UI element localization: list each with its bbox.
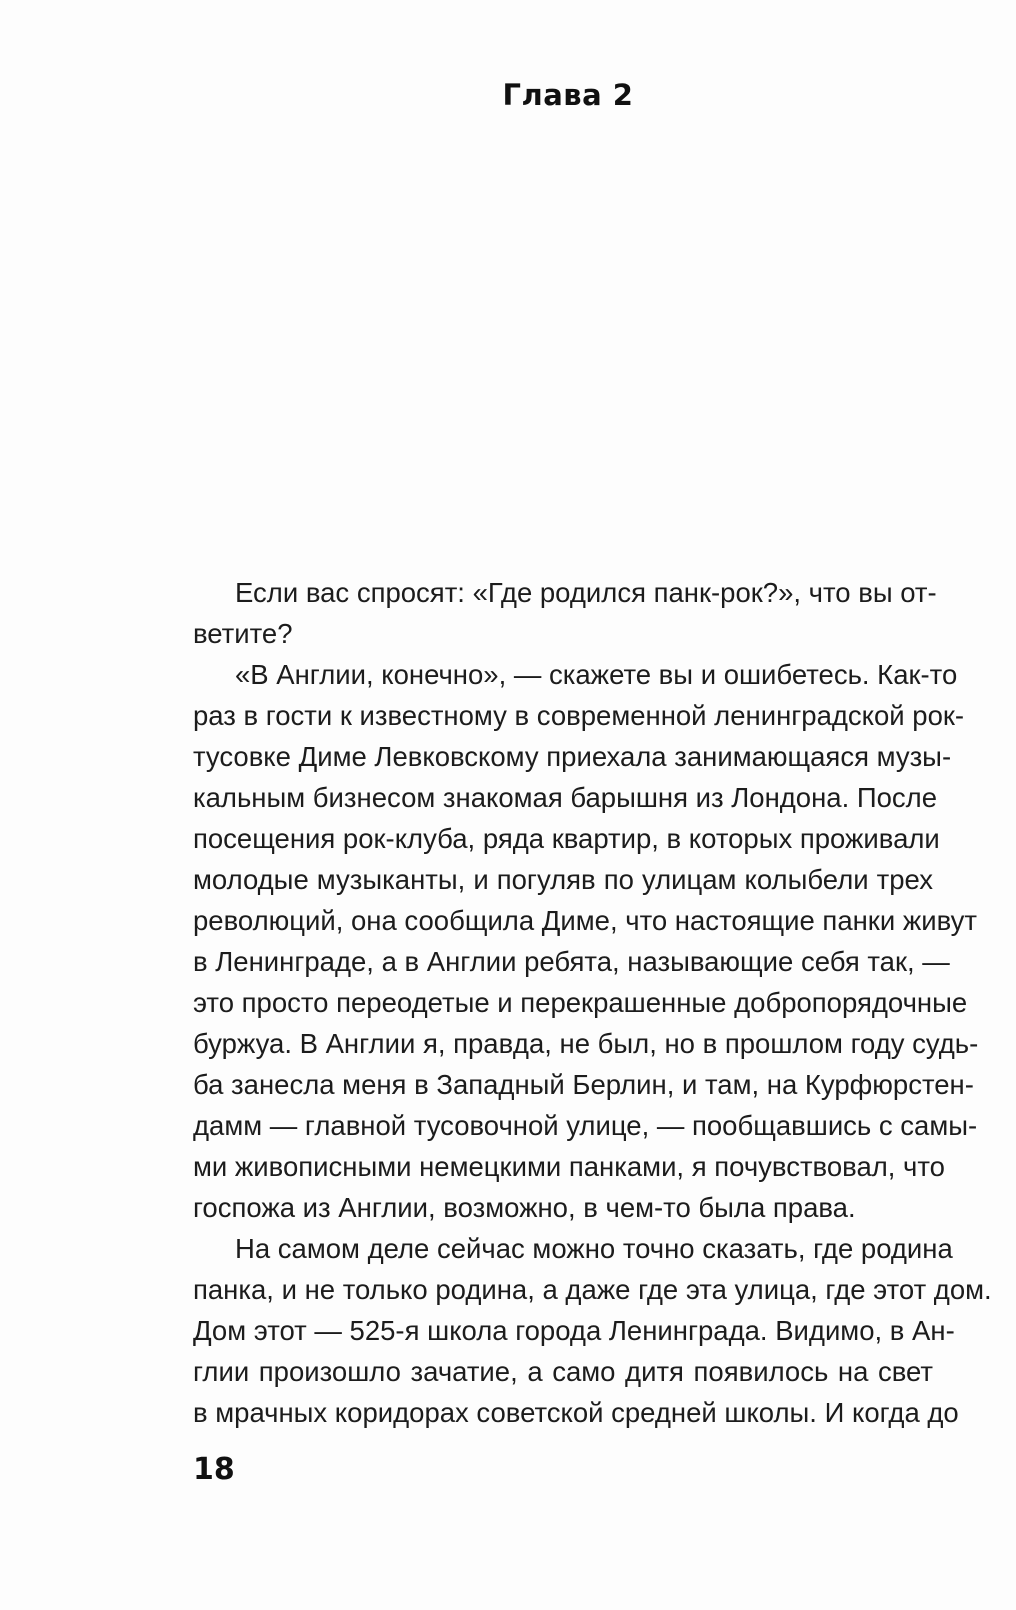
text-line: ми живописными немецкими панками, я почувствовал, что bbox=[193, 1151, 945, 1182]
page-number: 18 bbox=[193, 1452, 235, 1487]
text-line: панка, и не только родина, а даже где эта улица, где этот дом. bbox=[193, 1274, 992, 1305]
text-line: Дом этот — 525-я школа города Ленинграда. Видимо, в Ан- bbox=[193, 1315, 955, 1346]
text-line: буржуа. В Англии я, правда, не был, но в прошлом году судь- bbox=[193, 1028, 979, 1059]
text-line: Если вас спросят: «Где родился панк-рок?», что вы от- bbox=[235, 577, 937, 608]
body-text bbox=[193, 572, 992, 1433]
text-line: кальным бизнесом знакомая барышня из Лондона. После bbox=[193, 782, 938, 813]
text-line: ба занесла меня в Западный Берлин, и там, на Курфюрстен- bbox=[193, 1069, 974, 1100]
text-line: «В Англии, конечно», — скажете вы и ошибетесь. Как-то bbox=[235, 659, 958, 690]
text-line: в Ленинграде, а в Англии ребята, называющие себя так, — bbox=[193, 946, 950, 977]
text-line: ветите? bbox=[193, 618, 293, 649]
text-line: посещения рок-клуба, ряда квартир, в которых проживали bbox=[193, 823, 940, 854]
text-line: это просто переодетые и перекрашенные добропорядочные bbox=[193, 987, 968, 1018]
text-line: дамм — главной тусовочной улице, — пообщавшись с самы- bbox=[193, 1110, 978, 1141]
text-line: раз в гости к известному в современной ленинградской рок- bbox=[193, 700, 965, 731]
text-line: в мрачных коридорах советской средней школы. И когда до bbox=[193, 1397, 959, 1428]
text-line: госпожа из Англии, возможно, в чем-то была права. bbox=[193, 1192, 856, 1223]
text-line: На самом деле сейчас можно точно сказать, где родина bbox=[235, 1233, 953, 1264]
text-line: молодые музыканты, и погуляв по улицам колыбели трех bbox=[193, 864, 933, 895]
text-line: глии произошло зачатие, а само дитя появилось на свет bbox=[193, 1356, 933, 1387]
text-line: тусовке Диме Левковскому приехала занимающаяся музы- bbox=[193, 741, 952, 772]
text-line: революций, она сообщила Диме, что настоящие панки живут bbox=[193, 905, 977, 936]
chapter-title: Глава 2 bbox=[502, 78, 634, 112]
